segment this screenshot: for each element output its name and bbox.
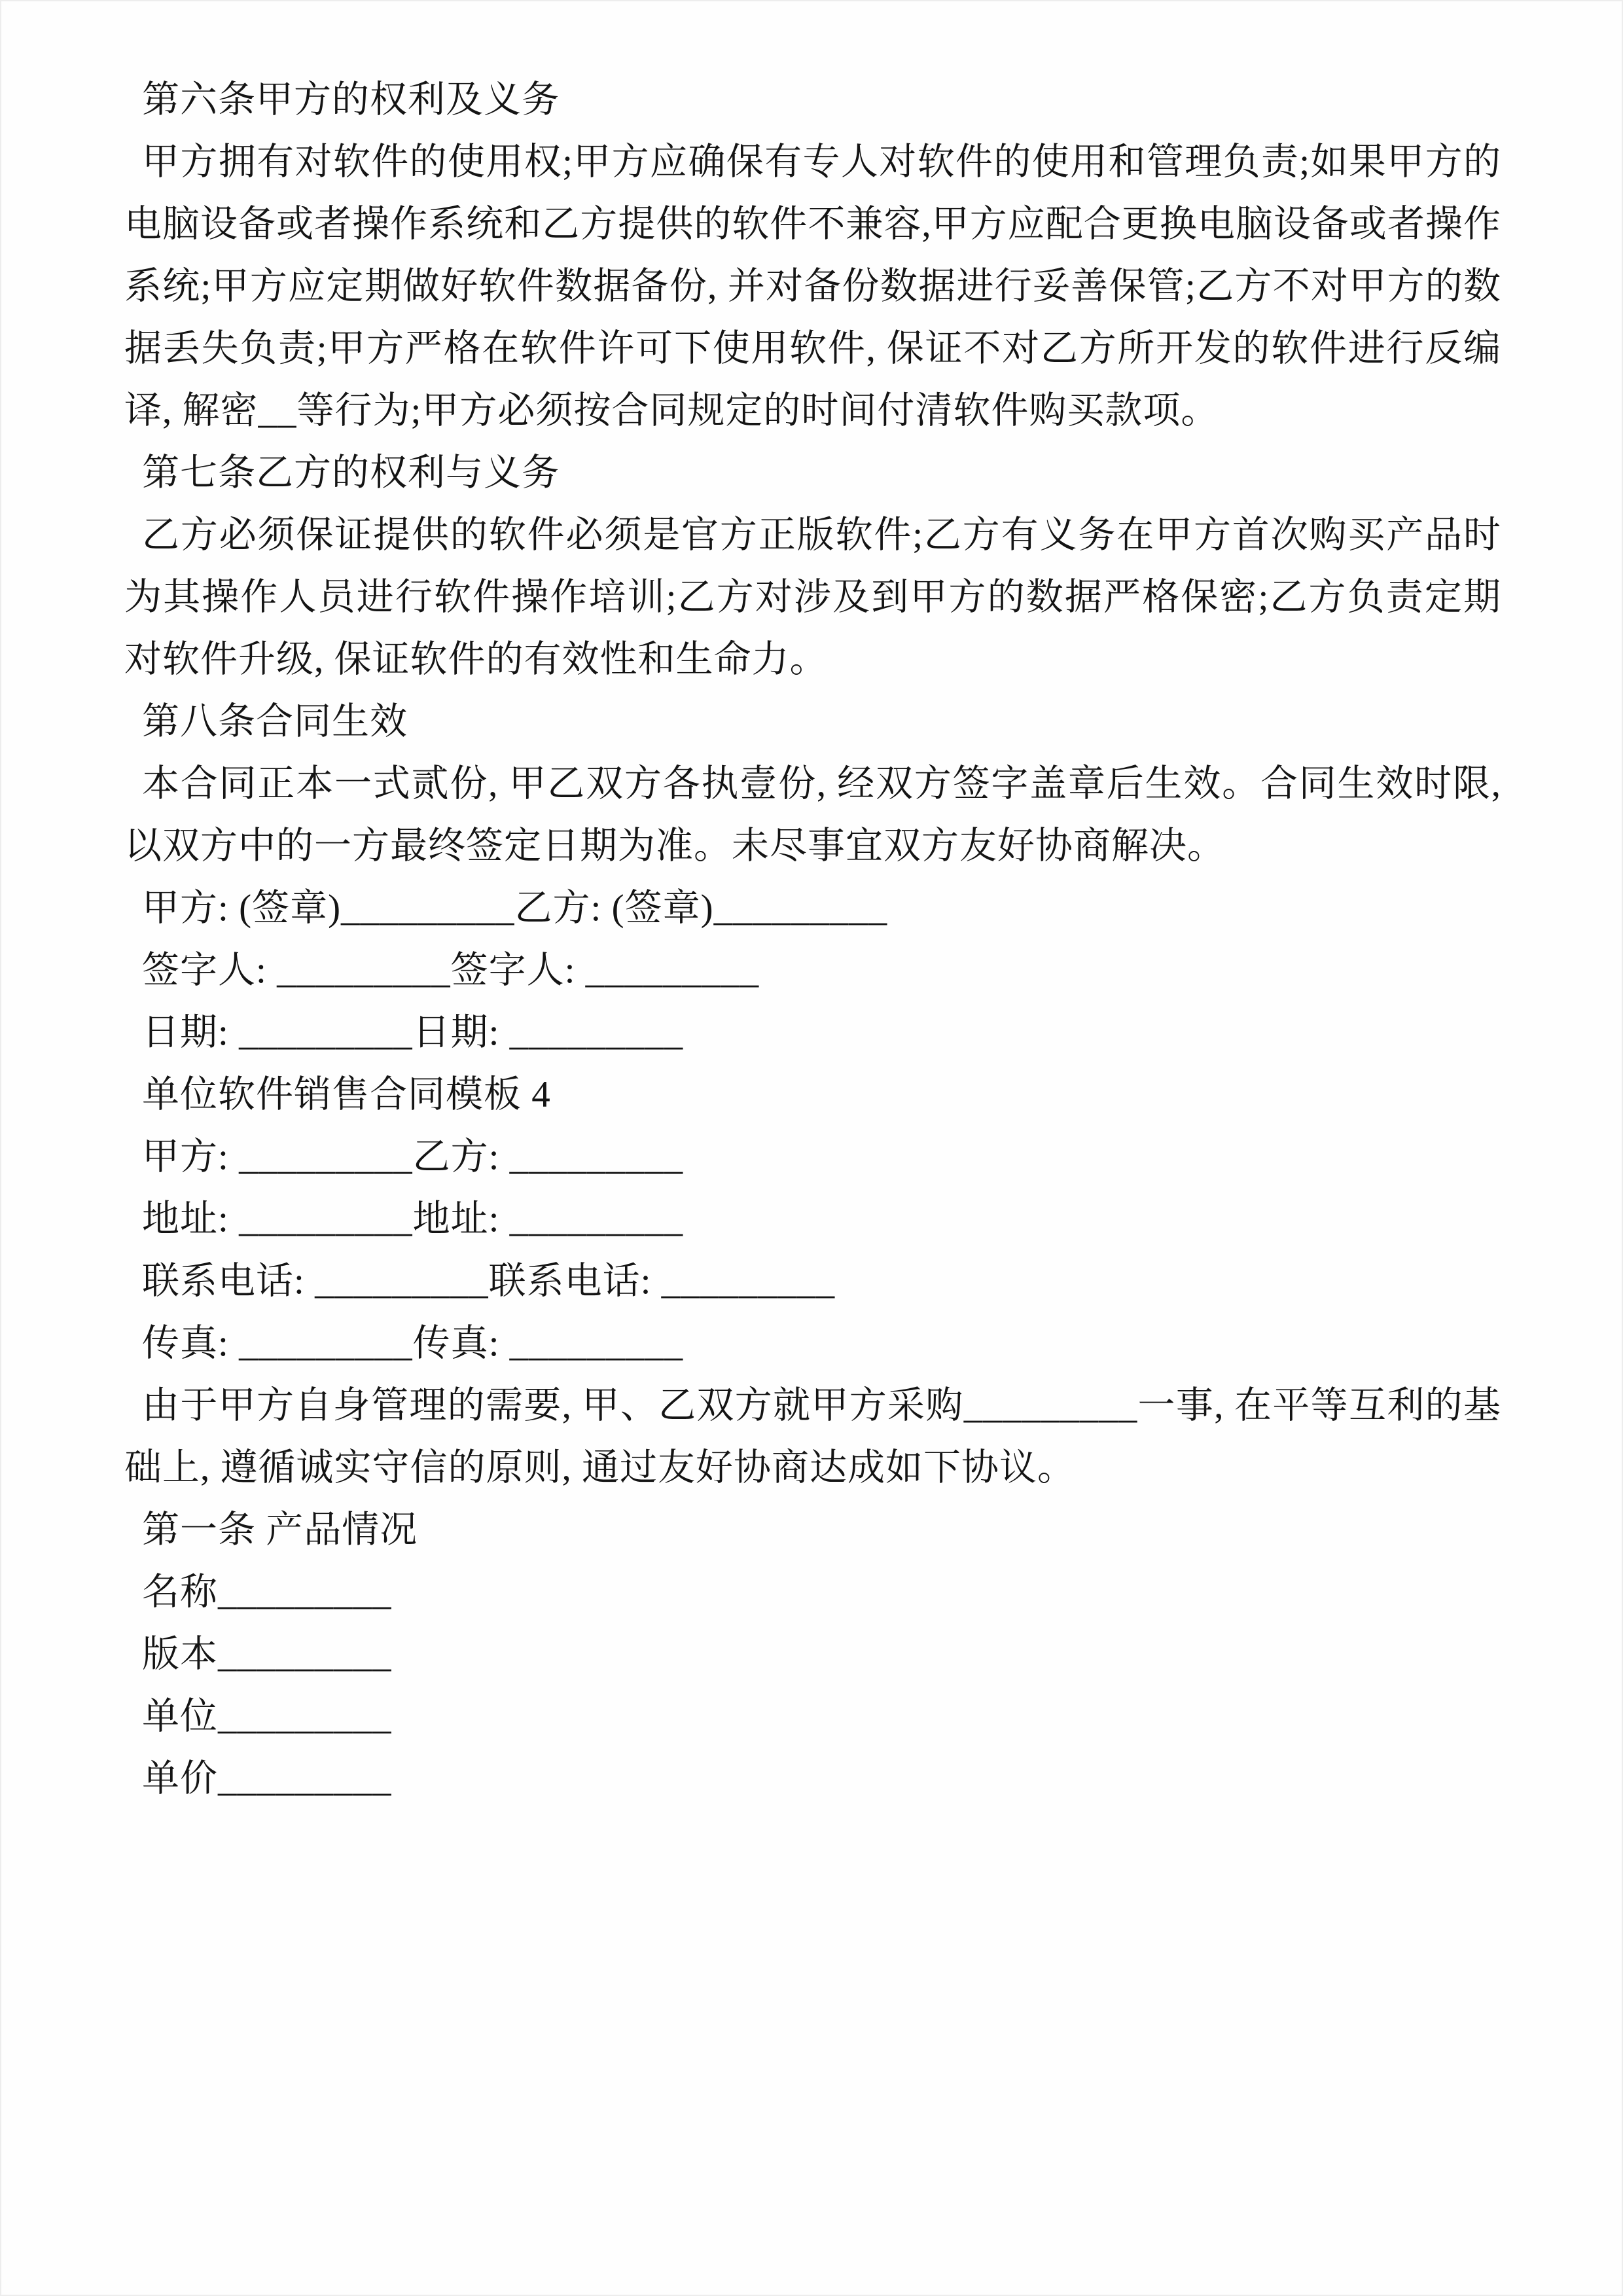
contract-paragraph: 甲方: _________乙方: _________ <box>142 1136 684 1177</box>
contract-paragraph: 第八条合同生效 <box>142 701 408 742</box>
contract-paragraph: 第一条 产品情况 <box>142 1509 418 1551</box>
contract-paragraph: 单位软件销售合同模板 4 <box>142 1074 551 1115</box>
contract-paragraph: 签字人: _________签字人: _________ <box>142 950 760 991</box>
contract-paragraph: 甲方: (签章)_________乙方: (签章)_________ <box>142 888 888 929</box>
contract-paragraph: 由于甲方自身管理的需要, 甲、乙双方就甲方采购_________一事, 在平等互利的基础上, 遵循诚实守信的原则, 通过友好协商达成如下协议。 <box>124 1385 1501 1488</box>
contract-paragraph: 名称_________ <box>142 1571 392 1613</box>
contract-paragraph: 地址: _________地址: _________ <box>142 1198 684 1240</box>
contract-text-body <box>124 69 1512 1810</box>
contract-paragraph: 联系电话: _________联系电话: _________ <box>142 1261 836 1302</box>
contract-paragraph: 第六条甲方的权利及义务 <box>142 79 560 120</box>
contract-paragraph: 日期: _________日期: _________ <box>142 1012 684 1053</box>
contract-paragraph: 第七条乙方的权利与义务 <box>142 452 560 493</box>
contract-paragraph: 单位_________ <box>142 1696 392 1737</box>
contract-paragraph: 版本_________ <box>142 1634 392 1675</box>
contract-paragraph: 传真: _________传真: _________ <box>142 1323 684 1364</box>
contract-paragraph: 本合同正本一式贰份, 甲乙双方各执壹份, 经双方签字盖章后生效。合同生效时限, 以双方中的一方最终签定日期为准。未尽事宜双方友好协商解决。 <box>124 763 1512 867</box>
contract-paragraph: 乙方必须保证提供的软件必须是官方正版软件;乙方有义务在甲方首次购买产品时为其操作人员进行软件操作培训;乙方对涉及到甲方的数据严格保密;乙方负责定期对软件升级, 保证软件的有效性和生命力。 <box>124 514 1501 680</box>
contract-paragraph: 单价_________ <box>142 1758 392 1799</box>
contract-paragraph: 甲方拥有对软件的使用权;甲方应确保有专人对软件的使用和管理负责;如果甲方的电脑设备或者操作系统和乙方提供的软件不兼容,甲方应配合更换电脑设备或者操作系统;甲方应定期做好软件数据备份, 并对备份数据进行妥善保管;乙方不对甲方的数据丢失负责;甲方严格在软件许可下使用软件, 保证不对乙方所开发的软件进行反编译, 解密__等行为;甲方必须按合同规定的时间付清软件购买款项。 <box>124 141 1501 431</box>
